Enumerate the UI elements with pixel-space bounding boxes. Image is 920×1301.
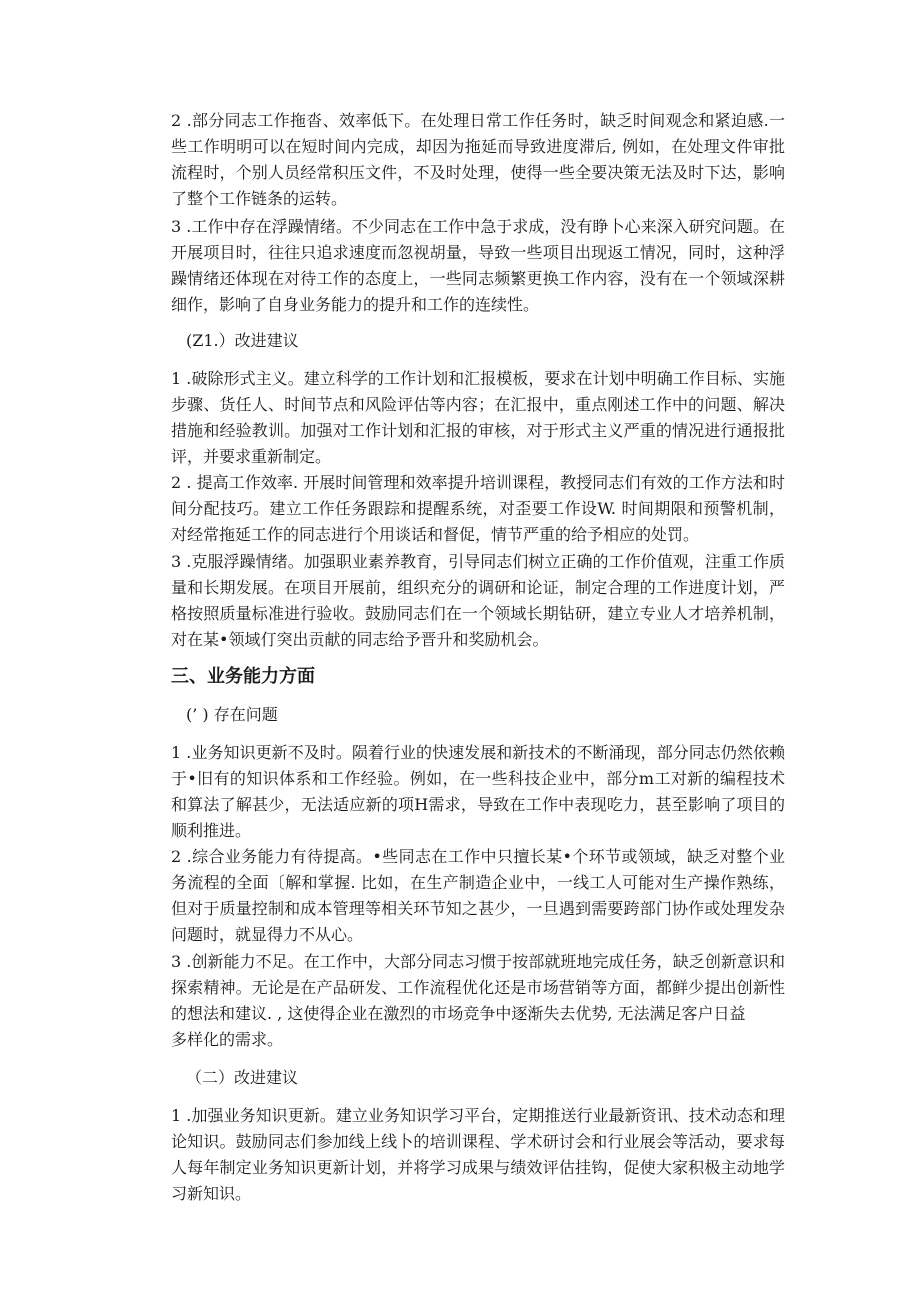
subheading-improvement-2: （二）改进建议	[186, 1068, 299, 1087]
paragraph-impetuous-fix: 3 .克服浮躁情绪。加强职业素养教育，引导同志们树立正确的工作价值观，注重工作质量和长期发展。在项目开展前，组织充分的调研和论证，制定合理的工作进度计划，严格按照质量标准进行验收。鼓励同志们在一个领域长期钻研，建立专业人才培养机制，对在某•领域仃突出贡献的同志给予晋升和奖励机会。	[171, 552, 785, 649]
subheading-problems: (’ ) 存在问题	[186, 705, 278, 724]
paragraph-formalism-fix: 1 .破除形式主义。建立科学的工作计划和汇报模板，要求在计划中明确工作目标、实施步骤、货任人、时间节点和风险评估等内容；在汇报中，重点刚述工作中的问题、解决措施和经验教训。加强对工作计划和汇报的审核，对于形式主义严重的情况进行通报批评，并要求重新制定。	[171, 369, 785, 466]
subheading-improvement-1: (Z1.）改进建议	[186, 331, 299, 350]
paragraph-impetuous-problem: 3 .工作中存在浮躁情绪。不少同志在工作中急于求成，没有睁卜心来深入研究问题。在开展项目时，往往只追求速度而忽视胡量，导致一些项目出现返工情况，同时，这种浮躁情绪还体现在对待工作的态度上，一些同志频繁更换工作内容，没有在一个领域深耕细作，影响了自身业务能力的提升和工作的连续性。	[171, 217, 785, 314]
paragraph-knowledge-problem: 1 .业务知识更新不及时。陨着行业的快速发展和新技术的不断涌现，部分同志仍然依赖于•旧有的知识体系和工作经验。例如，在一些科技企业中，部分m工对新的编程技术和算法了解甚少，无法适应新的项H需求，导致在工作中表现吃力，甚至影响了项目的顺利推进。	[171, 743, 785, 840]
paragraph-innovation-problem-end: 多样化的需求。	[171, 1030, 284, 1049]
paragraph-comprehensive-problem: 2 .综合业务能力有待提高。•些同志在工作中只擅长某•个环节或领域，缺乏对整个业务流程的全面〔解和掌握. 比如，在生产制造企业中，一线工人可能对生产操作熟练，但对于质量控制和成本管理等相关环节知之甚少，一旦遇到需要跨部门协作或处理发杂问题时，就显得力不从心。	[171, 847, 785, 944]
paragraph-efficiency-fix: 2 . 提高工作效率. 开展时间管理和效率提升培训课程，教授同志们有效的工作方法和时间分配技巧。建立工作任务跟踪和提醒系统，对歪要工作设W. 时间期限和预警机制，对经常拖延工作的同志进行个用谈话和督促，情节严重的给予相应的处罚。	[171, 473, 785, 544]
paragraph-efficiency-problem: 2 .部分同志工作拖沓、效率低下。在处理日常工作任务时，缺乏时间观念和紧迫感.一些工作明明可以在短时间内完成，却因为拖延而导致进度滞后, 例如，在处理文件审批流程时，个别人员经常积压文件，不及时处理，使得一些全要决策无法及时下达，影响了整个工作链条的运转。	[171, 111, 785, 208]
paragraph-innovation-problem: 3 .创新能力不足。在工作中，大部分同志习惯于按部就班地完成任务，缺乏创新意识和探索精神。无论是在产品研发、工作流程优化还是市场营销等方面，都鲜少提出创新性的想法和建议. , 这使得企业在激烈的市场竞争中逐渐失去优势, 无法满足客户日益	[171, 952, 785, 1023]
paragraph-knowledge-fix: 1 .加强业务知识更新。建立业务知识学习平台，定期推送行业最新资讯、技术动态和理论知识。鼓励同志们参加线上线卜的培训课程、学术研讨会和行业展会等活动，要求每人每年制定业务知识更新计划，并将学习成果与绩效评估挂钩，促使大家积极主动地学习新知识。	[171, 1106, 785, 1203]
section-heading-business-ability: 三、业务能力方面	[171, 666, 315, 687]
